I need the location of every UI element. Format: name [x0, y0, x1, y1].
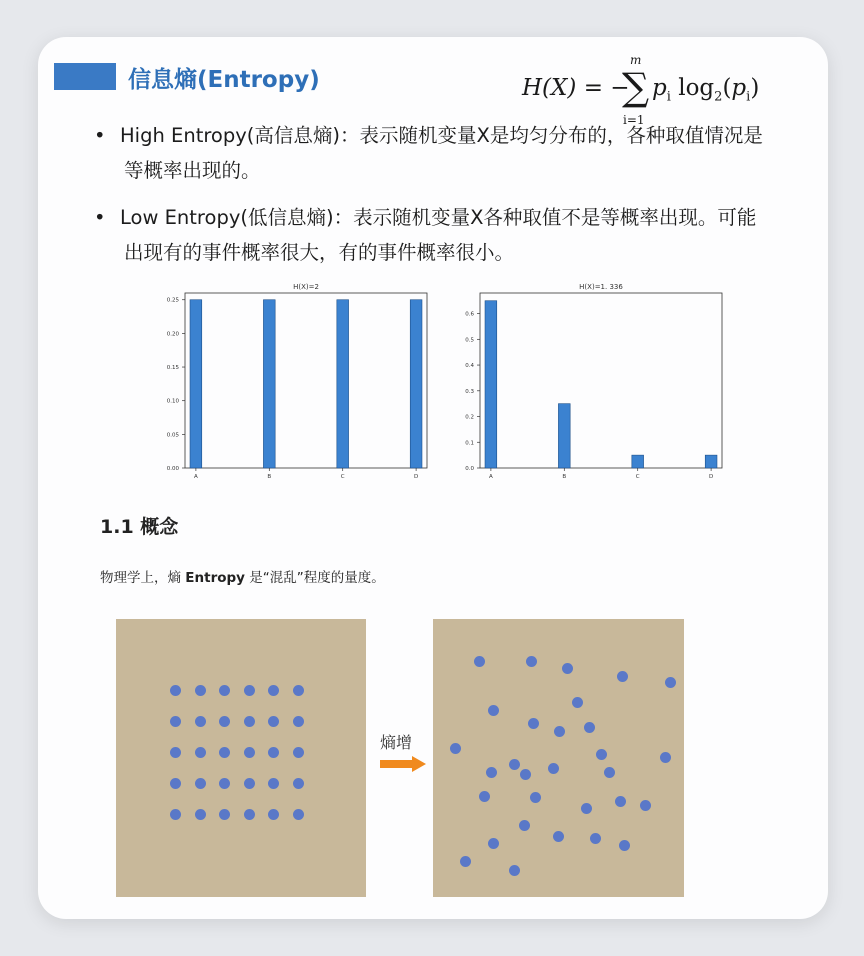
y-tick-label: 0.05 [166, 432, 179, 439]
particle [479, 791, 490, 802]
y-tick-label: 0.20 [166, 331, 179, 338]
particle [170, 716, 181, 727]
particle [293, 747, 304, 758]
y-tick-label: 0.25 [166, 297, 179, 304]
bar-D [410, 300, 422, 468]
particle [170, 747, 181, 758]
particle [244, 809, 255, 820]
particle [268, 747, 279, 758]
formula-log-base: 2 [714, 89, 723, 105]
chart-frame [480, 293, 722, 468]
x-tick-label: D [413, 474, 419, 480]
particle [488, 838, 499, 849]
particle [486, 767, 497, 778]
particle [170, 778, 181, 789]
particle [488, 705, 499, 716]
particle [219, 685, 230, 696]
title-accent-bar [54, 63, 116, 90]
ordered-particles-panel [116, 619, 366, 897]
particle [268, 809, 279, 820]
section-description [100, 566, 385, 586]
particle [219, 747, 230, 758]
particle [244, 716, 255, 727]
desc-pre: 物理学上，熵 [100, 570, 186, 586]
y-tick-label: 0.1 [465, 440, 474, 447]
particle [640, 800, 651, 811]
bar-C [337, 300, 349, 468]
particle [460, 856, 471, 867]
particle [219, 778, 230, 789]
bullet-high-entropy [94, 118, 818, 188]
particle [170, 809, 181, 820]
y-tick-label: 0.6 [465, 311, 474, 318]
formula-sub-i2: i [746, 89, 751, 105]
particle [195, 778, 206, 789]
particle [528, 718, 539, 729]
particle [604, 767, 615, 778]
formula-lower-limit: i=1 [623, 113, 645, 127]
particle [195, 809, 206, 820]
chart-high-entropy [160, 281, 430, 485]
y-tick-label: 0.4 [465, 363, 474, 370]
particle [530, 792, 541, 803]
page-title: 信息熵(Entropy) [128, 67, 320, 93]
particle [244, 778, 255, 789]
bullet-dot: • [94, 206, 106, 229]
particle [474, 656, 485, 667]
y-tick-label: 0.00 [166, 466, 179, 472]
slide-card [38, 37, 828, 919]
desc-post: 是“混乱”程度的量度。 [244, 570, 385, 586]
x-tick-label: B [267, 474, 272, 480]
particle [590, 833, 601, 844]
y-tick-label: 0.10 [166, 398, 179, 405]
bar-D [705, 455, 717, 468]
bullet-dot: • [94, 124, 106, 147]
particle [244, 685, 255, 696]
particle [219, 809, 230, 820]
chart-title: H(X)=1. 336 [579, 283, 623, 291]
formula-p2: p [731, 75, 747, 101]
particle [520, 769, 531, 780]
bullet-line: Low Entropy(低信息熵)：表示随机变量X各种取值不是等概率出现。可能 [120, 206, 757, 229]
x-tick-label: C [340, 474, 345, 480]
bullet-low-entropy [94, 200, 818, 270]
particle [450, 743, 461, 754]
arrow-label: 熵增 [380, 733, 413, 752]
particle [195, 716, 206, 727]
y-tick-label: 0.5 [465, 337, 474, 344]
particle [553, 831, 564, 842]
formula-log: log [678, 75, 715, 101]
particle [554, 726, 565, 737]
formula-upper-limit: m [630, 53, 642, 67]
y-tick-label: 0.3 [465, 388, 474, 395]
x-tick-label: C [635, 474, 640, 480]
particle [619, 840, 630, 851]
particle [509, 759, 520, 770]
particle [268, 685, 279, 696]
y-tick-label: 0.0 [465, 466, 474, 472]
particle [581, 803, 592, 814]
particle [572, 697, 583, 708]
particle [562, 663, 573, 674]
disordered-particles-panel [433, 619, 684, 897]
particle [293, 685, 304, 696]
particle [293, 809, 304, 820]
particle [526, 656, 537, 667]
bullet-line: 出现有的事件概率很大，有的事件概率很小。 [124, 241, 515, 264]
particle [268, 778, 279, 789]
particle [509, 865, 520, 876]
y-tick-label: 0.2 [465, 414, 474, 421]
x-tick-label: A [489, 474, 493, 480]
particle [244, 747, 255, 758]
chart-low-entropy [450, 281, 730, 485]
right-arrow-icon [380, 756, 426, 772]
particle [660, 752, 671, 763]
x-tick-label: D [708, 474, 714, 480]
particle [219, 716, 230, 727]
bar-C [632, 455, 644, 468]
particle [615, 796, 626, 807]
particle [596, 749, 607, 760]
formula-sub-i: i [666, 89, 671, 105]
section-heading: 1.1 概念 [100, 516, 179, 538]
y-tick-label: 0.15 [166, 365, 179, 372]
particle [665, 677, 676, 688]
particle [548, 763, 559, 774]
particle [293, 716, 304, 727]
particle [170, 685, 181, 696]
bar-B [558, 404, 570, 468]
bar-A [190, 300, 202, 468]
bullet-line: High Entropy(高信息熵)：表示随机变量X是均匀分布的，各种取值情况是 [120, 124, 763, 147]
particle [195, 747, 206, 758]
formula-p: p [652, 75, 667, 101]
chart-svg [160, 281, 430, 481]
particle [293, 778, 304, 789]
bar-B [263, 300, 275, 468]
bar-A [485, 301, 497, 468]
formula-rhs: $p_i$ $\log_2(p_i)$ [652, 75, 760, 105]
particle [584, 722, 595, 733]
particle [617, 671, 628, 682]
bullet-line: 等概率出现的。 [124, 159, 261, 182]
particle [519, 820, 530, 831]
chart-frame [185, 293, 427, 468]
chart-title: H(X)=2 [293, 283, 319, 291]
formula-lhs: H(X) = − [522, 75, 630, 101]
particle [268, 716, 279, 727]
desc-bold: Entropy [185, 570, 245, 586]
particle [195, 685, 206, 696]
chart-svg [450, 281, 730, 481]
x-tick-label: A [194, 474, 198, 480]
sigma-symbol: ∑ [622, 65, 650, 109]
x-tick-label: B [562, 474, 567, 480]
